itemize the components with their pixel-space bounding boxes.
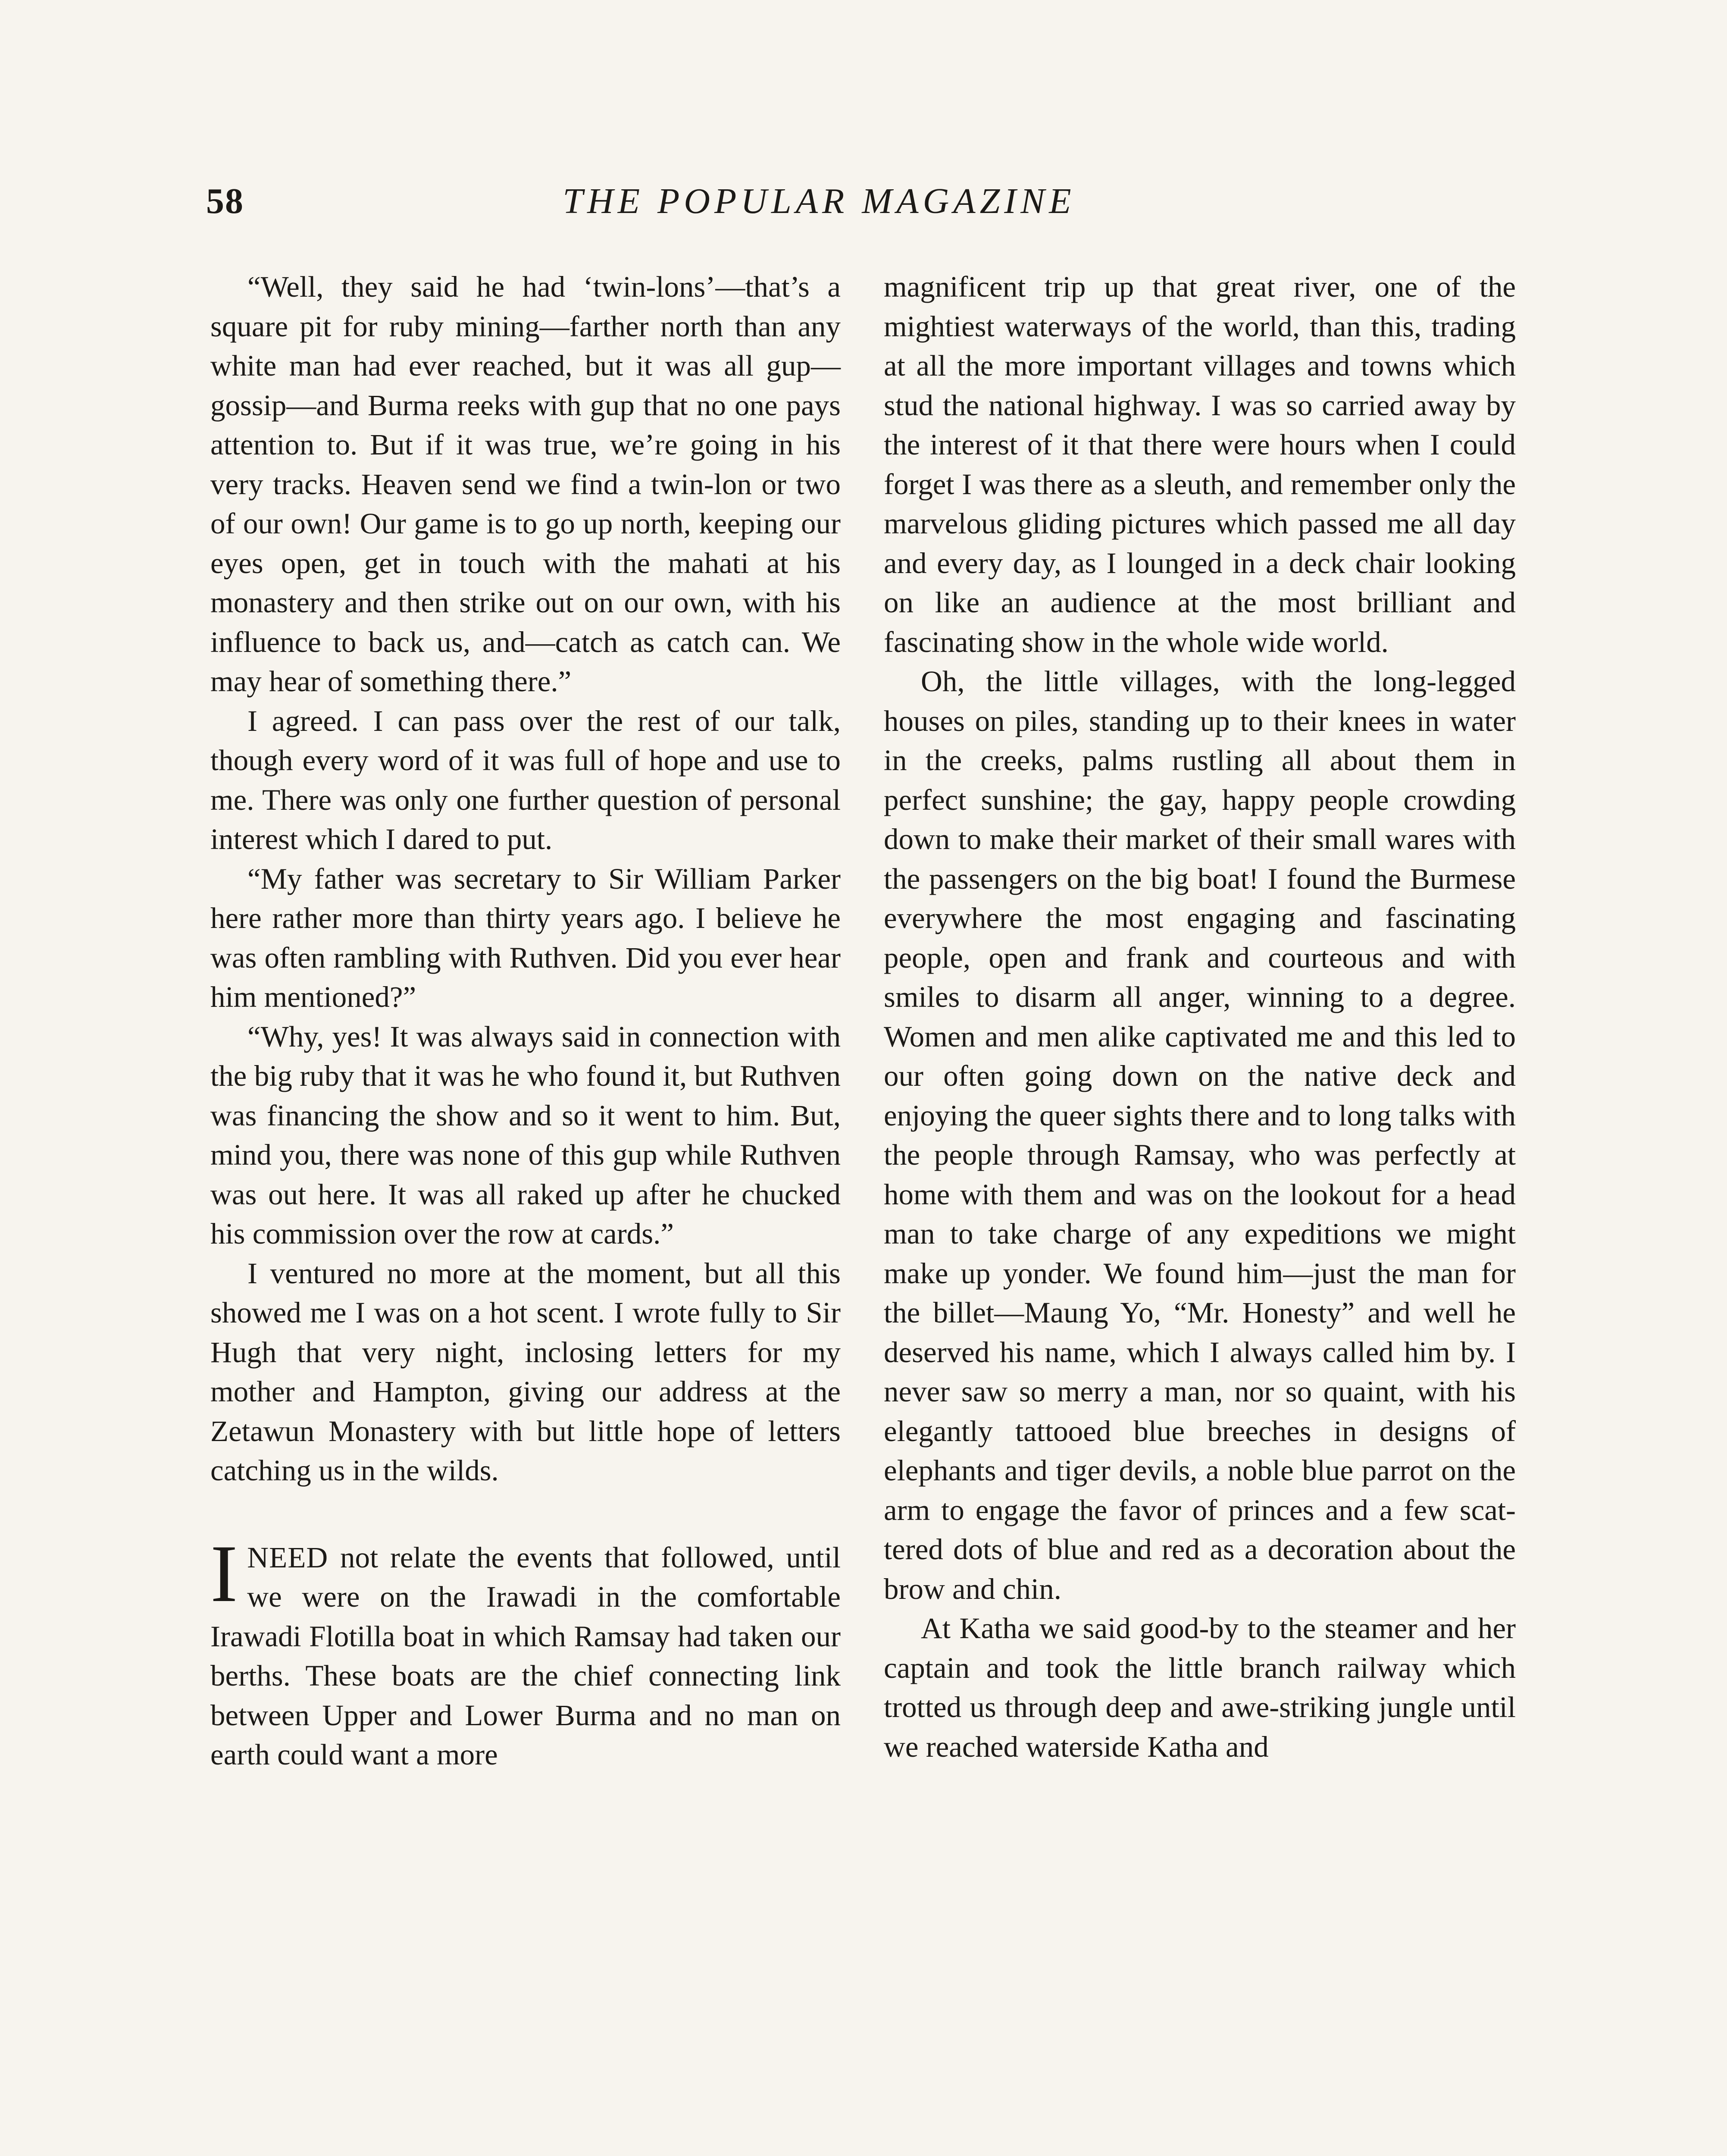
paragraph: I ventured no more at the moment, but all this showed me I was on a hot scent. I wrote fully to Sir Hugh that very night, inclosing letters for my mother and Hampton, giving our address at the Zetawun Monastery with but little hope of letters catching us in the wilds.: [210, 1257, 841, 1487]
drop-cap: I: [210, 1528, 238, 1619]
section-opening-paragraph: [210, 1528, 841, 1775]
paragraph: At Katha we said good-by to the steamer and her captain and took the little branch railway which trotted us through deep and awe-striking jungle until we reached waterside Katha and: [884, 1612, 1516, 1763]
paragraph: Oh, the little villages, with the long-legged houses on piles, standing up to their knees in water in the creeks, palms rustling all about them in perfect sunshine; the gay, happy people crowding down to make their market of their small wares with the passengers on the big boat! I found the Burmese everywhere the most engaging and fascinating people, open and frank and courteous and with smiles to disarm all anger, winning to a degree. Women and men alike captivated me and this led to our often going down on the native deck and enjoying the queer sights there and to long talks with the people through Ramsay, who was perfectly at home with them and was on the lookout for a head man to take charge of any expeditions we might make up yonder. We found him—just the man for the billet—Maung Yo, “Mr. Honesty” and well he deserved his name, which I always called him by. I never saw so merry a man, nor so quaint, with his elegantly tattooed blue breeches in designs of elephants and tiger devils, a noble blue parrot on the arm to engage the favor of princes and a few scattered dots of blue and red as a decoration about the brow and chin.: [884, 665, 1516, 1605]
running-head: THE POPULAR MAGAZINE: [563, 181, 1076, 221]
paragraph: “Well, they said he had ‘twin-lons’—that’s a square pit for ruby mining—farther north than any white man had ever reached, but it was all gup—gossip—and Burma reeks with gup that no one pays attention to. But if it was true, we’re going in his very tracks. Heaven send we find a twin-lon or two of our own! Our game is to go up north, keeping our eyes open, get in touch with the mahati at his monastery and then strike out on our own, with his influence to back us, and—catch as catch can. We may hear of something there.”: [210, 270, 841, 698]
paragraph: I agreed. I can pass over the rest of our talk, though every word of it was full of hope and use to me. There was only one further question of personal interest which I dared to put.: [210, 704, 841, 856]
left-column: [210, 267, 841, 1775]
paragraph: “My father was secretary to Sir William Parker here rather more than thirty years ago. I believe he was often rambling with Ruthven. Did you ever hear him mentioned?”: [210, 862, 841, 1013]
paragraph-continued: magnificent trip up that great river, one of the mightiest waterways of the world, than this, trading at all the more important villages and towns which stud the national highway. I was so carried away by the interest of it that there were hours when I could forget I was there as a sleuth, and remember only the marvelous gliding pictures which passed me all day and every day, as I lounged in a deck chair looking on like an audience at the most brilliant and fascinating show in the whole wide world.: [884, 270, 1516, 658]
right-column: [884, 267, 1516, 1767]
section-first-word: NEED: [247, 1541, 329, 1574]
paragraph: “Why, yes! It was always said in connection with the big ruby that it was he who found it, but Ruthven was financing the show and so it went to him. But, mind you, there was none of this gup while Ruthven was out here. It was all raked up after he chucked his commission over the row at cards.”: [210, 1020, 841, 1250]
section-text: not relate the events that followed, until we were on the Irawadi in the comfortable Irawadi Flotilla boat in which Ramsay had taken our berths. These boats are the chief connecting link between Upper and Lower Burma and no man on earth could want a more: [210, 1541, 841, 1771]
page-number: 58: [206, 181, 244, 221]
